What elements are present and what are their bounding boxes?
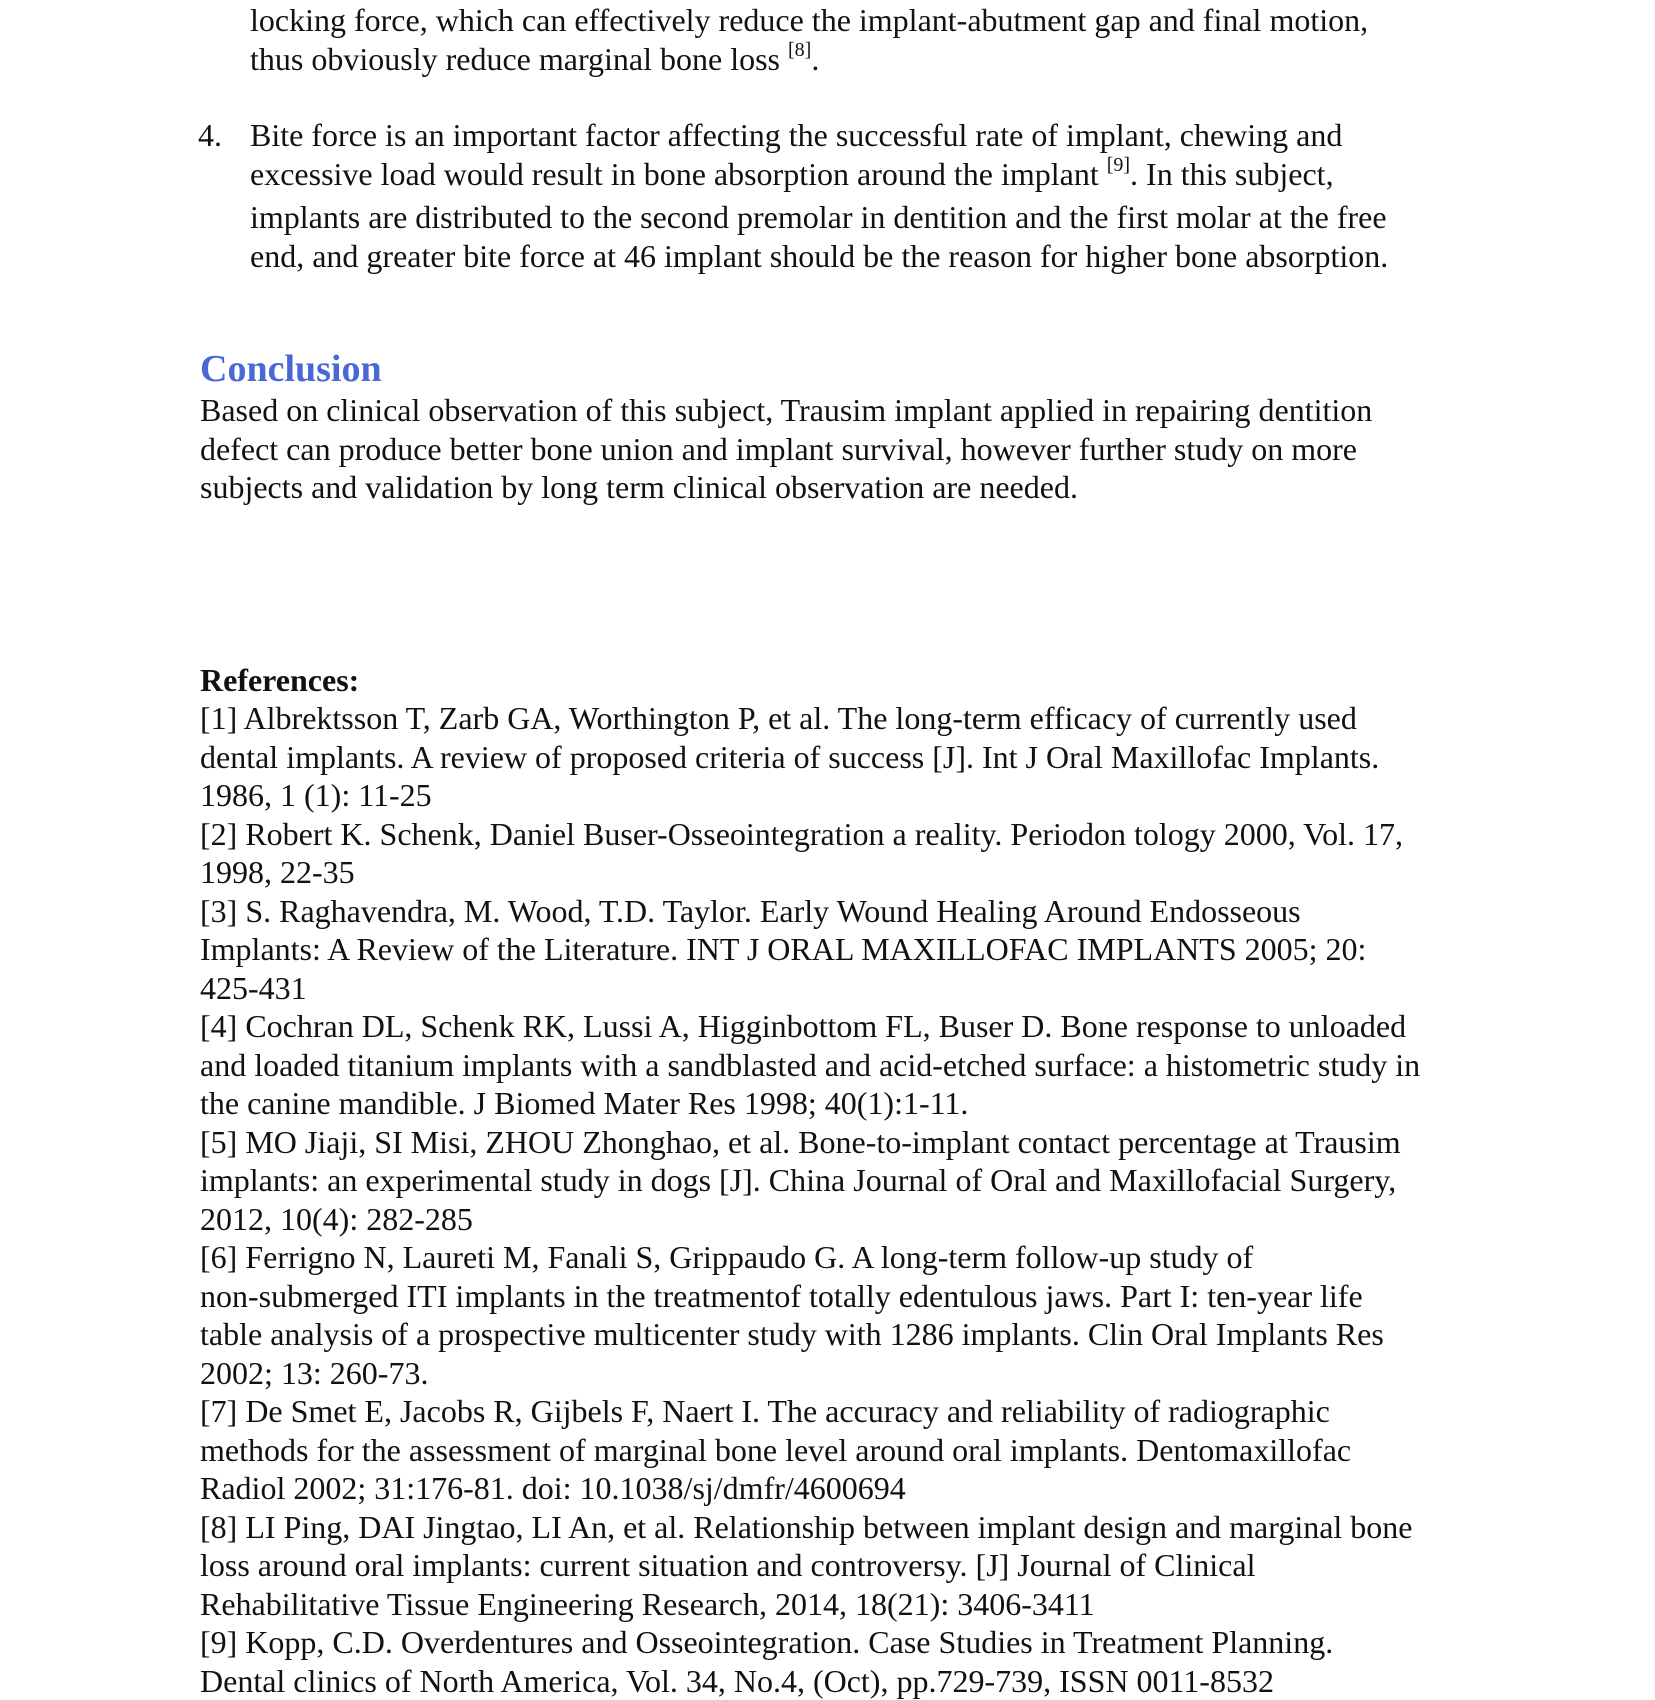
references-list bbox=[200, 699, 1420, 1700]
list-item-4-line-2-end: . In this subject, bbox=[1130, 156, 1334, 192]
reference-line: [1] Albrektsson T, Zarb GA, Worthington P, et al. The long-term efficacy of currently used bbox=[200, 699, 1420, 738]
reference-line: Rehabilitative Tissue Engineering Research, 2014, 18(21): 3406-3411 bbox=[200, 1585, 1420, 1624]
reference-line: 1998, 22-35 bbox=[200, 853, 1420, 892]
list-item-4-line-3: implants are distributed to the second premolar in dentition and the first molar at the free bbox=[250, 198, 1388, 237]
reference-line: Dental clinics of North America, Vol. 34, No.4, (Oct), pp.729-739, ISSN 0011-8532 bbox=[200, 1662, 1420, 1700]
reference-line: Radiol 2002; 31:176-81. doi: 10.1038/sj/dmfr/4600694 bbox=[200, 1469, 1420, 1508]
list-item-3-line-2 bbox=[250, 40, 1368, 84]
conclusion-heading: Conclusion bbox=[200, 346, 382, 392]
reference-line: dental implants. A review of proposed criteria of success [J]. Int J Oral Maxillofac Implants. bbox=[200, 738, 1420, 777]
reference-line: and loaded titanium implants with a sandblasted and acid-etched surface: a histometric study in bbox=[200, 1046, 1420, 1085]
list-item-3-line-1: locking force, which can effectively reduce the implant-abutment gap and final motion, bbox=[250, 1, 1368, 40]
reference-line: [8] LI Ping, DAI Jingtao, LI An, et al. Relationship between implant design and marginal bone bbox=[200, 1508, 1420, 1547]
list-item-4-line-2-text: excessive load would result in bone absorption around the implant bbox=[250, 156, 1099, 192]
reference-line: loss around oral implants: current situation and controversy. [J] Journal of Clinical bbox=[200, 1546, 1420, 1585]
references-title: References: bbox=[200, 661, 359, 700]
reference-line: [9] Kopp, C.D. Overdentures and Osseointegration. Case Studies in Treatment Planning. bbox=[200, 1623, 1420, 1662]
reference-line: [5] MO Jiaji, SI Misi, ZHOU Zhonghao, et al. Bone-to-implant contact percentage at Trausim bbox=[200, 1123, 1420, 1162]
list-item-4-line-1: Bite force is an important factor affecting the successful rate of implant, chewing and bbox=[250, 116, 1388, 155]
reference-line: methods for the assessment of marginal bone level around oral implants. Dentomaxillofac bbox=[200, 1431, 1420, 1470]
reference-line: [3] S. Raghavendra, M. Wood, T.D. Taylor. Early Wound Healing Around Endosseous bbox=[200, 892, 1420, 931]
citation-8: [8] bbox=[788, 39, 811, 61]
list-item-3-continuation bbox=[250, 1, 1368, 83]
reference-line: [6] Ferrigno N, Laureti M, Fanali S, Grippaudo G. A long-term follow-up study of bbox=[200, 1238, 1420, 1277]
reference-line: the canine mandible. J Biomed Mater Res 1998; 40(1):1-11. bbox=[200, 1084, 1420, 1123]
reference-line: [4] Cochran DL, Schenk RK, Lussi A, Higginbottom FL, Buser D. Bone response to unloaded bbox=[200, 1007, 1420, 1046]
list-item-4-number: 4. bbox=[198, 116, 222, 155]
reference-line: Implants: A Review of the Literature. INT J ORAL MAXILLOFAC IMPLANTS 2005; 20: bbox=[200, 930, 1420, 969]
reference-line: [7] De Smet E, Jacobs R, Gijbels F, Naert I. The accuracy and reliability of radiographic bbox=[200, 1392, 1420, 1431]
citation-9: [9] bbox=[1107, 154, 1130, 176]
reference-line: non-submerged ITI implants in the treatmentof totally edentulous jaws. Part I: ten-year life bbox=[200, 1277, 1420, 1316]
conclusion-line: defect can produce better bone union and implant survival, however further study on more bbox=[200, 430, 1372, 469]
conclusion-line: subjects and validation by long term clinical observation are needed. bbox=[200, 468, 1372, 507]
reference-line: 2002; 13: 260-73. bbox=[200, 1354, 1420, 1393]
reference-line: implants: an experimental study in dogs [J]. China Journal of Oral and Maxillofacial Surgery, bbox=[200, 1161, 1420, 1200]
list-item-3-line-2-end: . bbox=[811, 41, 819, 77]
list-item-4-line-2 bbox=[250, 155, 1388, 199]
reference-line: [2] Robert K. Schenk, Daniel Buser-Osseointegration a reality. Periodon tology 2000, Vol. 17, bbox=[200, 815, 1420, 854]
reference-line: 2012, 10(4): 282-285 bbox=[200, 1200, 1420, 1239]
conclusion-paragraph bbox=[200, 391, 1372, 507]
list-item-4 bbox=[250, 116, 1388, 275]
reference-line: 425-431 bbox=[200, 969, 1420, 1008]
conclusion-line: Based on clinical observation of this subject, Trausim implant applied in repairing dentition bbox=[200, 391, 1372, 430]
list-item-4-line-4: end, and greater bite force at 46 implant should be the reason for higher bone absorption. bbox=[250, 237, 1388, 276]
list-item-3-line-2-text: thus obviously reduce marginal bone loss bbox=[250, 41, 780, 77]
reference-line: table analysis of a prospective multicenter study with 1286 implants. Clin Oral Implants Res bbox=[200, 1315, 1420, 1354]
reference-line: 1986, 1 (1): 11-25 bbox=[200, 776, 1420, 815]
